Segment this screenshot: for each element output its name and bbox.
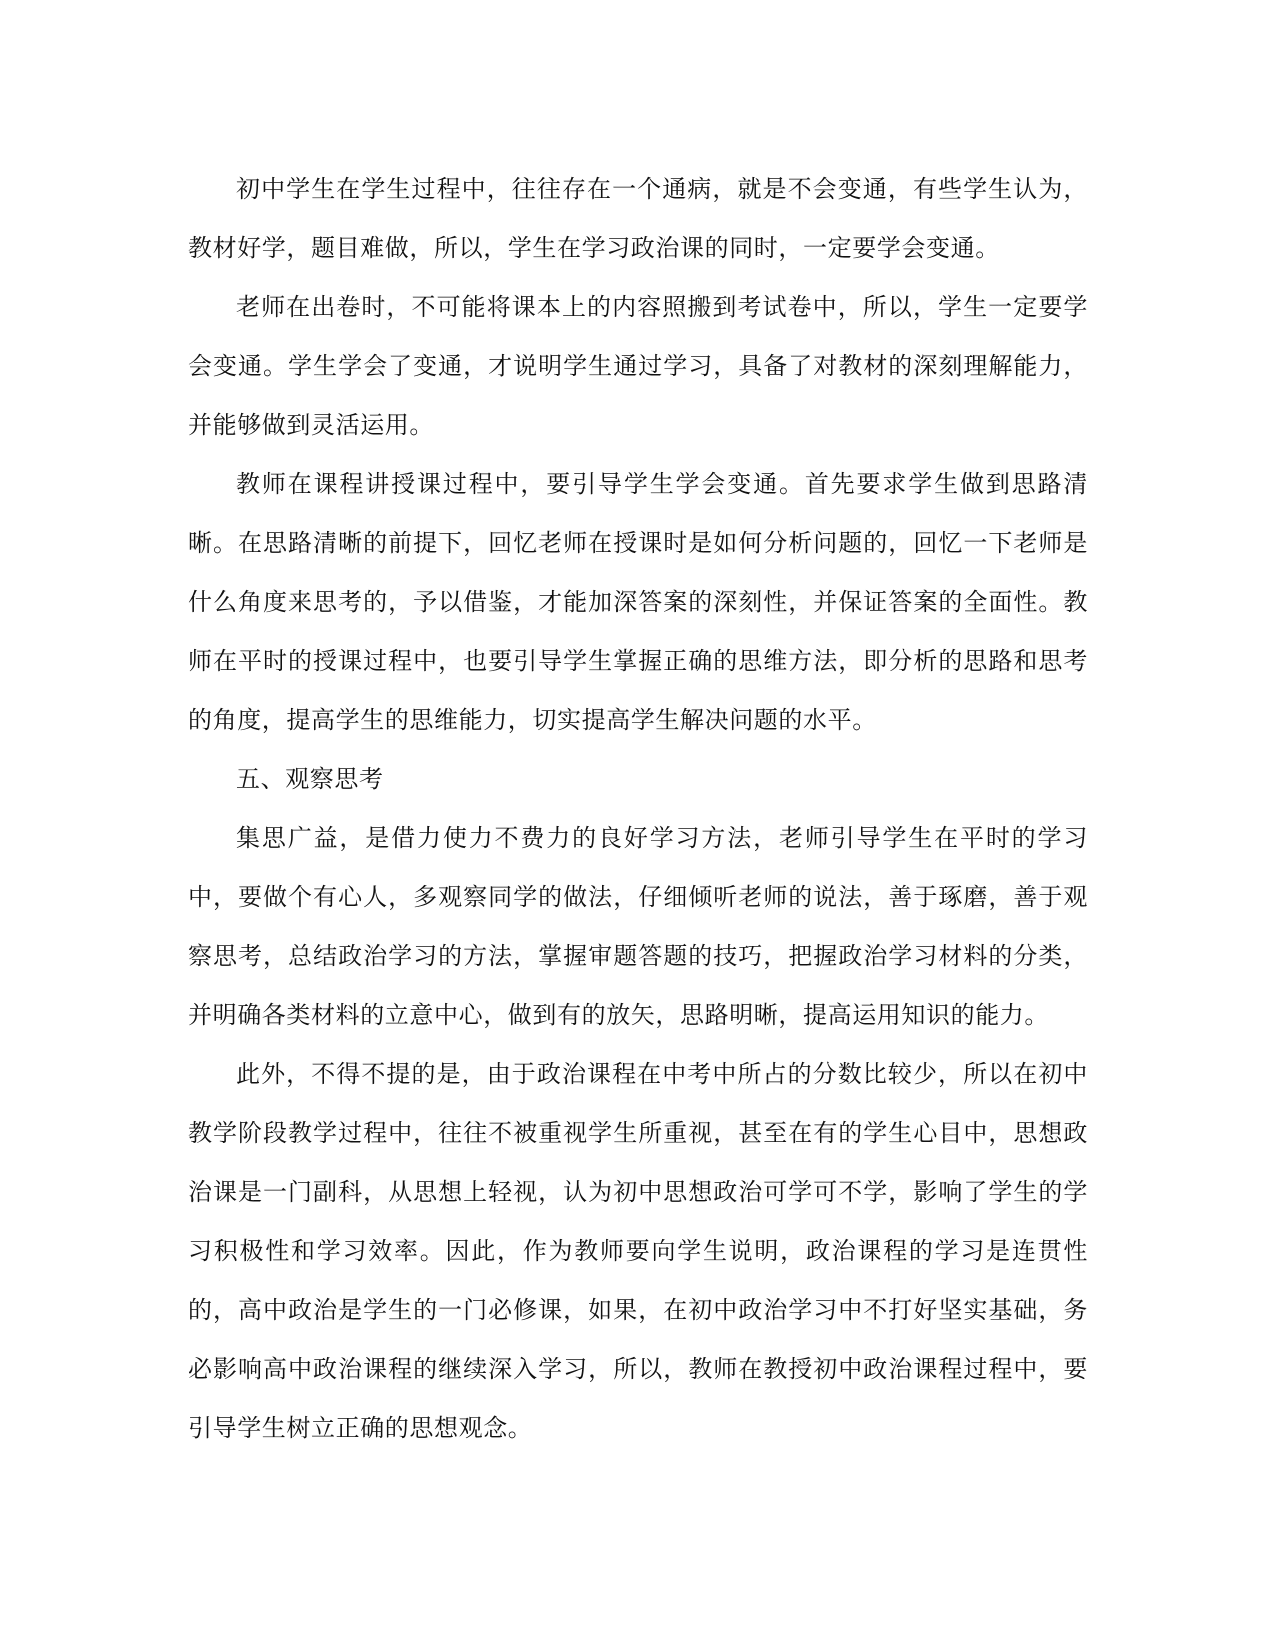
section-heading: 五、观察思考: [236, 765, 384, 793]
paragraph: 此外，不得不提的是，由于政治课程在中考中所占的分数比较少，所以在初中教学阶段教学过程中，往往不被重视学生所重视，甚至在有的学生心目中，思想政治课是一门副科，从思想上轻视，认为初中思想政治可学可不学，影响了学生的学习积极性和学习效率。因此，作为教师要向学生说明，政治课程的学习是连贯性的，高中政治是学生的一门必修课，如果，在初中政治学习中不打好坚实基础，务必影响高中政治课程的继续深入学习，所以，教师在教授初中政治课程过程中，要引导学生树立正确的思想观念。: [188, 1060, 1088, 1442]
paragraph: 集思广益，是借力使力不费力的良好学习方法，老师引导学生在平时的学习中，要做个有心人，多观察同学的做法，仔细倾听老师的说法，善于琢磨，善于观察思考，总结政治学习的方法，掌握审题答题的技巧，把握政治学习材料的分类，并明确各类材料的立意中心，做到有的放矢，思路明晰，提高运用知识的能力。: [188, 824, 1088, 1029]
document-body: [188, 160, 1088, 1458]
paragraph: 初中学生在学生过程中，往往存在一个通病，就是不会变通，有些学生认为，教材好学，题目难做，所以，学生在学习政治课的同时，一定要学会变通。: [188, 175, 1088, 262]
paragraph: 教师在课程讲授课过程中，要引导学生学会变通。首先要求学生做到思路清晰。在思路清晰的前提下，回忆老师在授课时是如何分析问题的，回忆一下老师是什么角度来思考的，予以借鉴，才能加深答案的深刻性，并保证答案的全面性。教师在平时的授课过程中，也要引导学生掌握正确的思维方法，即分析的思路和思考的角度，提高学生的思维能力，切实提高学生解决问题的水平。: [188, 470, 1088, 734]
paragraph: 老师在出卷时，不可能将课本上的内容照搬到考试卷中，所以，学生一定要学会变通。学生学会了变通，才说明学生通过学习，具备了对教材的深刻理解能力，并能够做到灵活运用。: [188, 293, 1088, 439]
